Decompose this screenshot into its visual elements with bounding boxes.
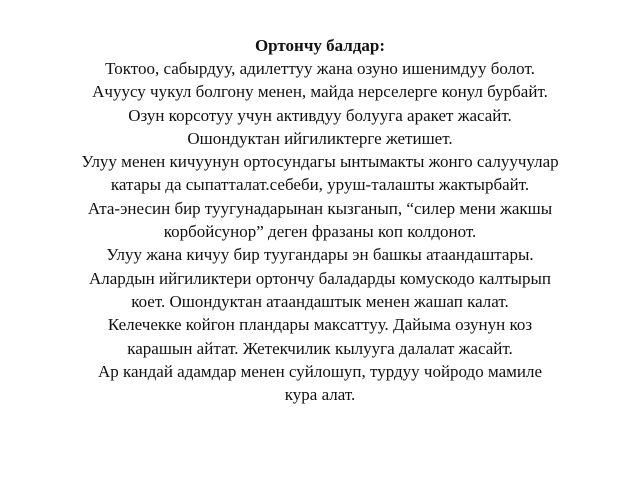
- text-line: Алардын ийгиликтери ортончу баладарды комускодо калтырып: [89, 268, 551, 288]
- text-line: кура алат.: [284, 385, 356, 405]
- text-line: корбойсунор” деген фразаны коп колдонот.: [163, 222, 477, 242]
- text-line: катары да сыпатталат.себеби, уруш-талашты жактырбайт.: [110, 175, 530, 195]
- text-line: Токтоо, сабырдуу, адилеттуу жана озуно ишенимдуу болот.: [105, 59, 535, 78]
- text-line: Келечекке койгон пландары максаттуу. Дайыма озунун коз: [107, 315, 533, 335]
- text-line: Улуу менен кичуунун ортосундагы ынтымакты жонго салуучулар: [81, 152, 559, 172]
- text-line: Улуу жана кичуу бир туугандары эн башкы атаандаштары.: [106, 245, 534, 265]
- text-line: Ачуусу чукул болгону менен, майда нерселерге конул бурбайт.: [92, 82, 548, 102]
- text-line: Ошондуктан ийгиликтерге жетишет.: [187, 128, 453, 148]
- text-line: Ар кандай адамдар менен суйлошуп, турдуу чойродо мамиле: [97, 361, 543, 381]
- text-line: карашын айтат. Жетекчилик кылууга далалат жасайт.: [127, 338, 513, 358]
- slide-title: Ортончу балдар:: [254, 36, 386, 55]
- text-line: коет. Ошондуктан атаандаштык менен жашап калат.: [131, 291, 509, 311]
- text-line: Озун корсотуу учун активдуу болууга аракет жасайт.: [128, 105, 512, 125]
- text-line: Ата-энесин бир туугунадарынан кызганып, “силер мени жакшы: [87, 198, 553, 218]
